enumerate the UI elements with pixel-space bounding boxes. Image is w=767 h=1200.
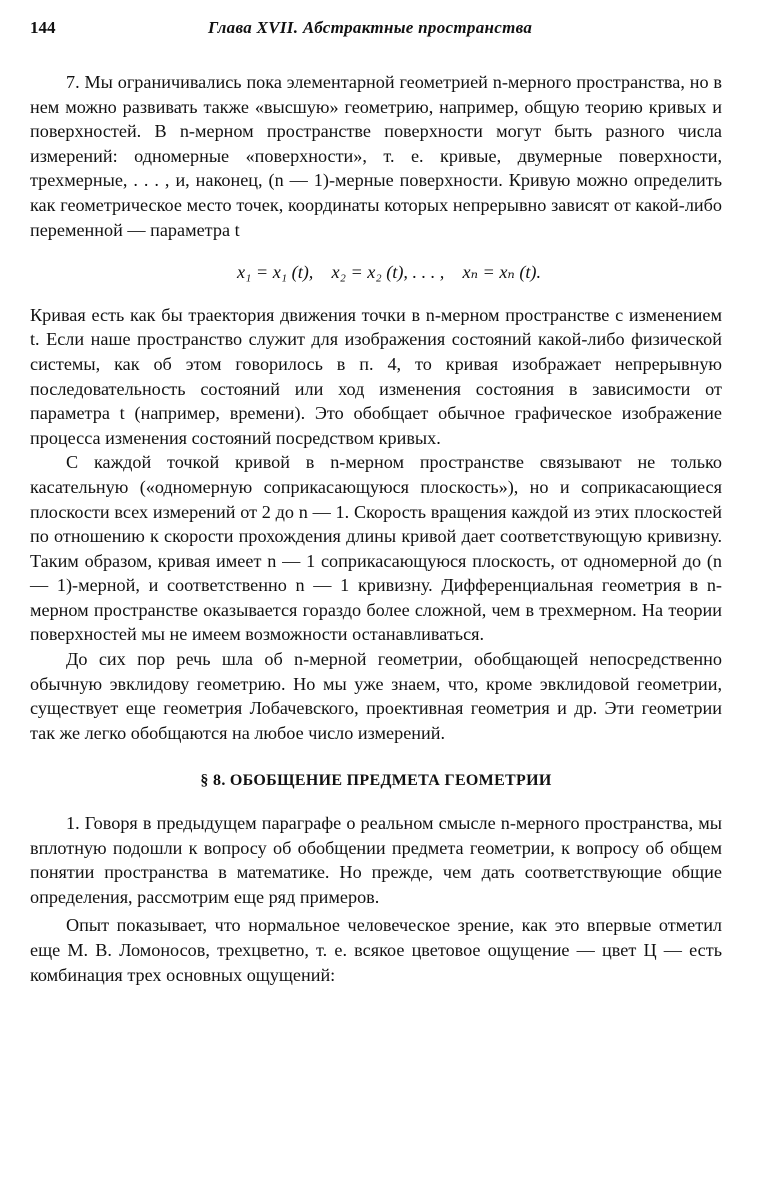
section-heading: § 8. ОБОБЩЕНИЕ ПРЕДМЕТА ГЕОМЕТРИИ xyxy=(200,772,552,790)
paragraph: Опыт показывает, что нормальное человеческое зрение, как это впервые отметил еще М. В. Ломоносов, трехцветно, т. е. всякое цветовое ощущение — цвет Ц — есть комбинация трех основных ощущений: xyxy=(30,915,722,985)
paragraph: 1. Говоря в предыдущем параграфе о реальном смысле n-мерного пространства, мы вплотную подошли к вопросу об обобщении предмета геометрии, к вопросу об общем понятии пространства в математике. Но прежде, чем дать соответствующие общие определения, рассмотрим еще ряд примеров. xyxy=(30,813,722,907)
paragraph: 7. Мы ограничивались пока элементарной геометрией n-мерного пространства, но в нем можно развивать также «высшую» геометрию, например, общую теорию кривых и поверхностей. В n-мерном пространстве поверхности могут быть разного числа измерений: одномерные «поверхности», т. е. кривые, двумерные поверхности, трехмерные, . . . , и, наконец, (n — 1)-мерные поверхности. Кривую можно определить как геометрическое место точек, координаты которых непрерывно зависят от какой-либо переменной — параметра t xyxy=(30,72,722,240)
body-text xyxy=(30,70,722,987)
paragraph: С каждой точкой кривой в n-мерном пространстве связывают не только касательную («одномерную соприкасающуюся плоскость»), но и соприкасающиеся плоскости всех измерений от 2 до n — 1. Скорость вращения каждой из этих плоскостей по отношению к скорости прохождения длины кривой дает соответствующую кривизну. Таким образом, кривая имеет n — 1 соприкасающуюся плоскость, от одномерной до (n — 1)-мерной, и соответственно n — 1 кривизну. Дифференциальная геометрия в n-мерном пространстве оказывается гораздо более сложной, чем в трехмерном. На теории поверхностей мы не имеем возможности останавливаться. xyxy=(30,452,722,645)
running-title: Глава XVII. Абстрактные пространства xyxy=(208,18,533,37)
curve-parametric-formula: x₁ = x₁ (t), x₂ = x₂ (t), . . . , xₙ = xₙ (t). xyxy=(236,262,542,283)
page-number: 144 xyxy=(30,18,56,37)
paragraph: До сих пор речь шла об n-мерной геометрии, обобщающей непосредственно обычную эвклидову геометрию. Но мы уже знаем, что, кроме эвклидовой геометрии, существует еще геометрия Лобачевского, проективная геометрия и др. Эти геометрии так же легко обобщаются на любое число измерений. xyxy=(30,649,722,743)
paragraph: Кривая есть как бы траектория движения точки в n-мерном пространстве с изменением t. Если наше пространство служит для изображения состояний какой-либо физической системы, как об этом говорилось в п. 4, то кривая изображает непрерывную последовательность состояний или ход изменения состояния в зависимости от параметра t (например, времени). Это обобщает обычное графическое изображение процесса изменения состояний посредством кривых. xyxy=(30,304,722,448)
page-header xyxy=(30,18,711,44)
